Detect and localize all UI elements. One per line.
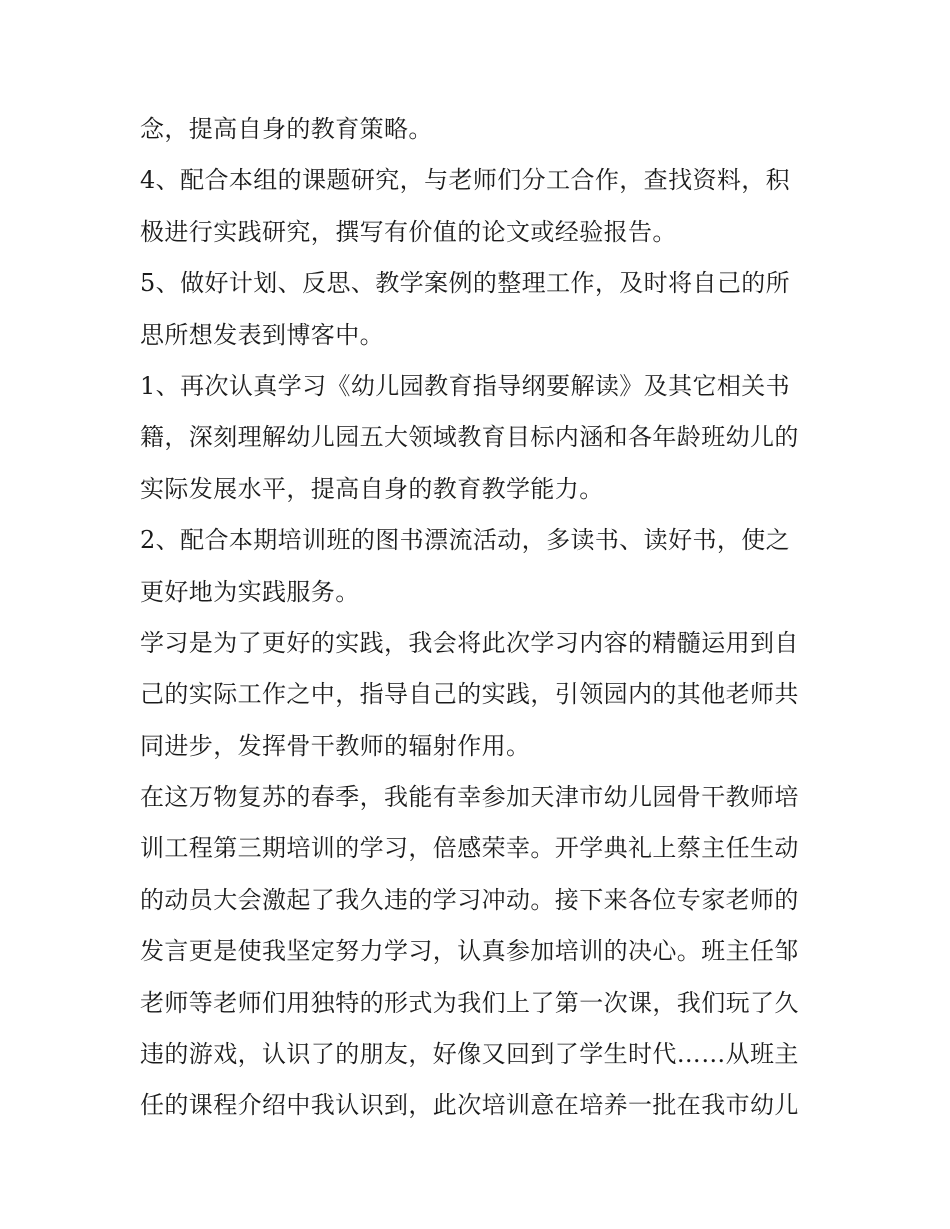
text-line: 4、配合本组的课题研究，与老师们分工合作，查找资料，积 (140, 166, 791, 195)
text-line: 极进行实践研究，撰写有价值的论文或经验报告。 (140, 217, 677, 246)
text-line: 学习是为了更好的实践，我会将此次学习内容的精髓运用到自 (140, 628, 799, 657)
text-line: 老师等老师们用独特的形式为我们上了第一次课，我们玩了久 (140, 988, 799, 1017)
text-line: 更好地为实践服务。 (140, 577, 360, 606)
text-line: 实际发展水平，提高自身的教育教学能力。 (140, 474, 604, 503)
text-line: 任的课程介绍中我认识到，此次培训意在培养一批在我市幼儿 (140, 1091, 799, 1120)
text-line: 1、再次认真学习《幼儿园教育指导纲要解读》及其它相关书 (140, 371, 791, 400)
text-line: 发言更是使我坚定努力学习，认真参加培训的决心。班主任邹 (140, 937, 799, 966)
text-line: 训工程第三期培训的学习，倍感荣幸。开学典礼上蔡主任生动 (140, 834, 799, 863)
text-line: 5、做好计划、反思、教学案例的整理工作，及时将自己的所 (140, 269, 791, 298)
document-body (140, 104, 820, 1132)
text-line: 籍，深刻理解幼儿园五大领域教育目标内涵和各年龄班幼儿的 (140, 423, 799, 452)
text-line: 念，提高自身的教育策略。 (140, 115, 433, 143)
text-line: 的动员大会激起了我久违的学习冲动。接下来各位专家老师的 (140, 885, 799, 914)
text-line: 思所想发表到博客中。 (140, 320, 384, 349)
text-line: 2、配合本期培训班的图书漂流活动，多读书、读好书，使之 (140, 526, 791, 555)
text-line: 己的实际工作之中，指导自己的实践，引领园内的其他老师共 (140, 680, 799, 709)
text-line: 违的游戏，认识了的朋友，好像又回到了学生时代……从班主 (140, 1040, 799, 1069)
text-line: 同进步，发挥骨干教师的辐射作用。 (140, 731, 531, 760)
text-line: 在这万物复苏的春季，我能有幸参加天津市幼儿园骨干教师培 (140, 783, 799, 812)
